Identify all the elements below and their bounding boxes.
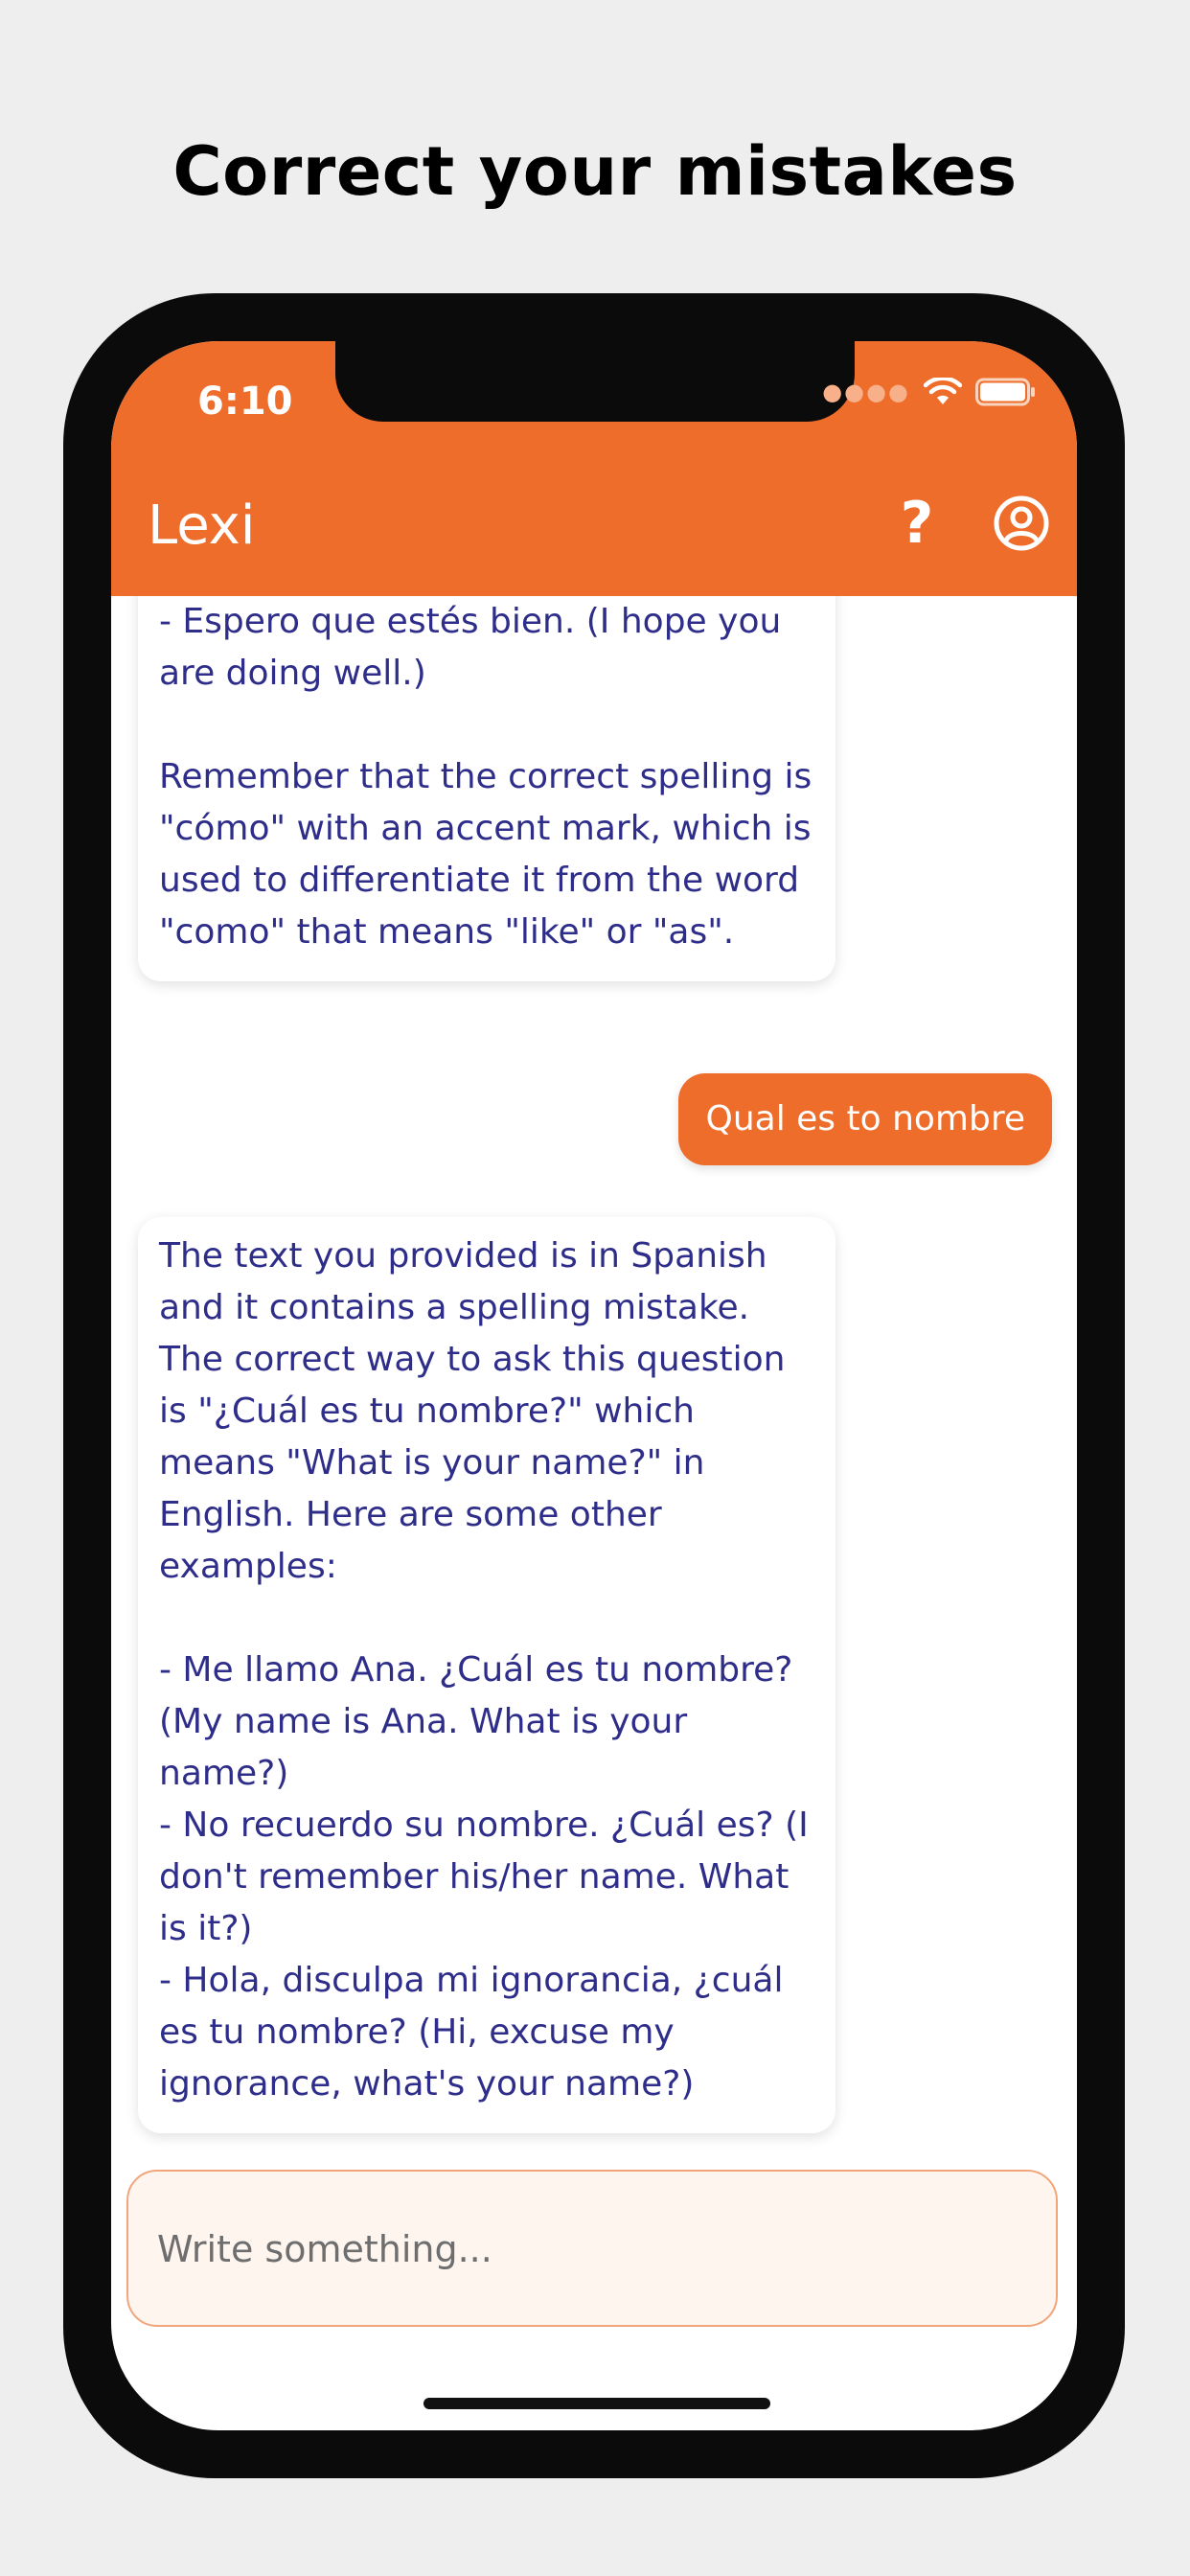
message-composer[interactable]	[126, 2170, 1058, 2327]
app-bar	[111, 341, 1077, 596]
account-circle-icon[interactable]	[993, 494, 1050, 552]
battery-icon	[975, 378, 1037, 406]
cellular-signal-icon: ●●●●	[822, 379, 910, 405]
bot-message: The text you provided is in Spanish and it contains a spelling mistake. The correct way to ask this question is "¿Cuál es tu nombre?" which means "What is your name?" in English. Here are some other examples: - Me llamo Ana. ¿Cuál es tu nombre? (My name is Ana. What is your name?) - No recuerdo su nombre. ¿Cuál es? (I don't remember his/her name. What is it?) - Hola, disculpa mi ignorancia, ¿cuál es tu nombre? (Hi, excuse my ignorance, what's your name?)	[138, 1217, 835, 2133]
status-time: 6:10	[197, 380, 293, 424]
device-notch	[335, 341, 855, 422]
page-headline: Correct your mistakes	[172, 132, 1018, 211]
wifi-icon	[924, 378, 962, 406]
status-icons	[822, 378, 1037, 406]
chat-thread[interactable]	[111, 596, 1077, 2168]
help-question-icon[interactable]: ?	[900, 490, 934, 557]
home-indicator	[423, 2398, 770, 2409]
bot-message: - Espero que estés bien. (I hope you are doing well.) Remember that the correct spelling is "cómo" with an accent mark, which is used to differentiate it from the word "como" that means "like" or "as".	[138, 596, 835, 981]
app-title: Lexi	[148, 494, 256, 557]
phone-screen	[111, 341, 1077, 2430]
message-input[interactable]	[155, 2172, 1021, 2327]
user-message: Qual es to nombre	[678, 1073, 1052, 1165]
